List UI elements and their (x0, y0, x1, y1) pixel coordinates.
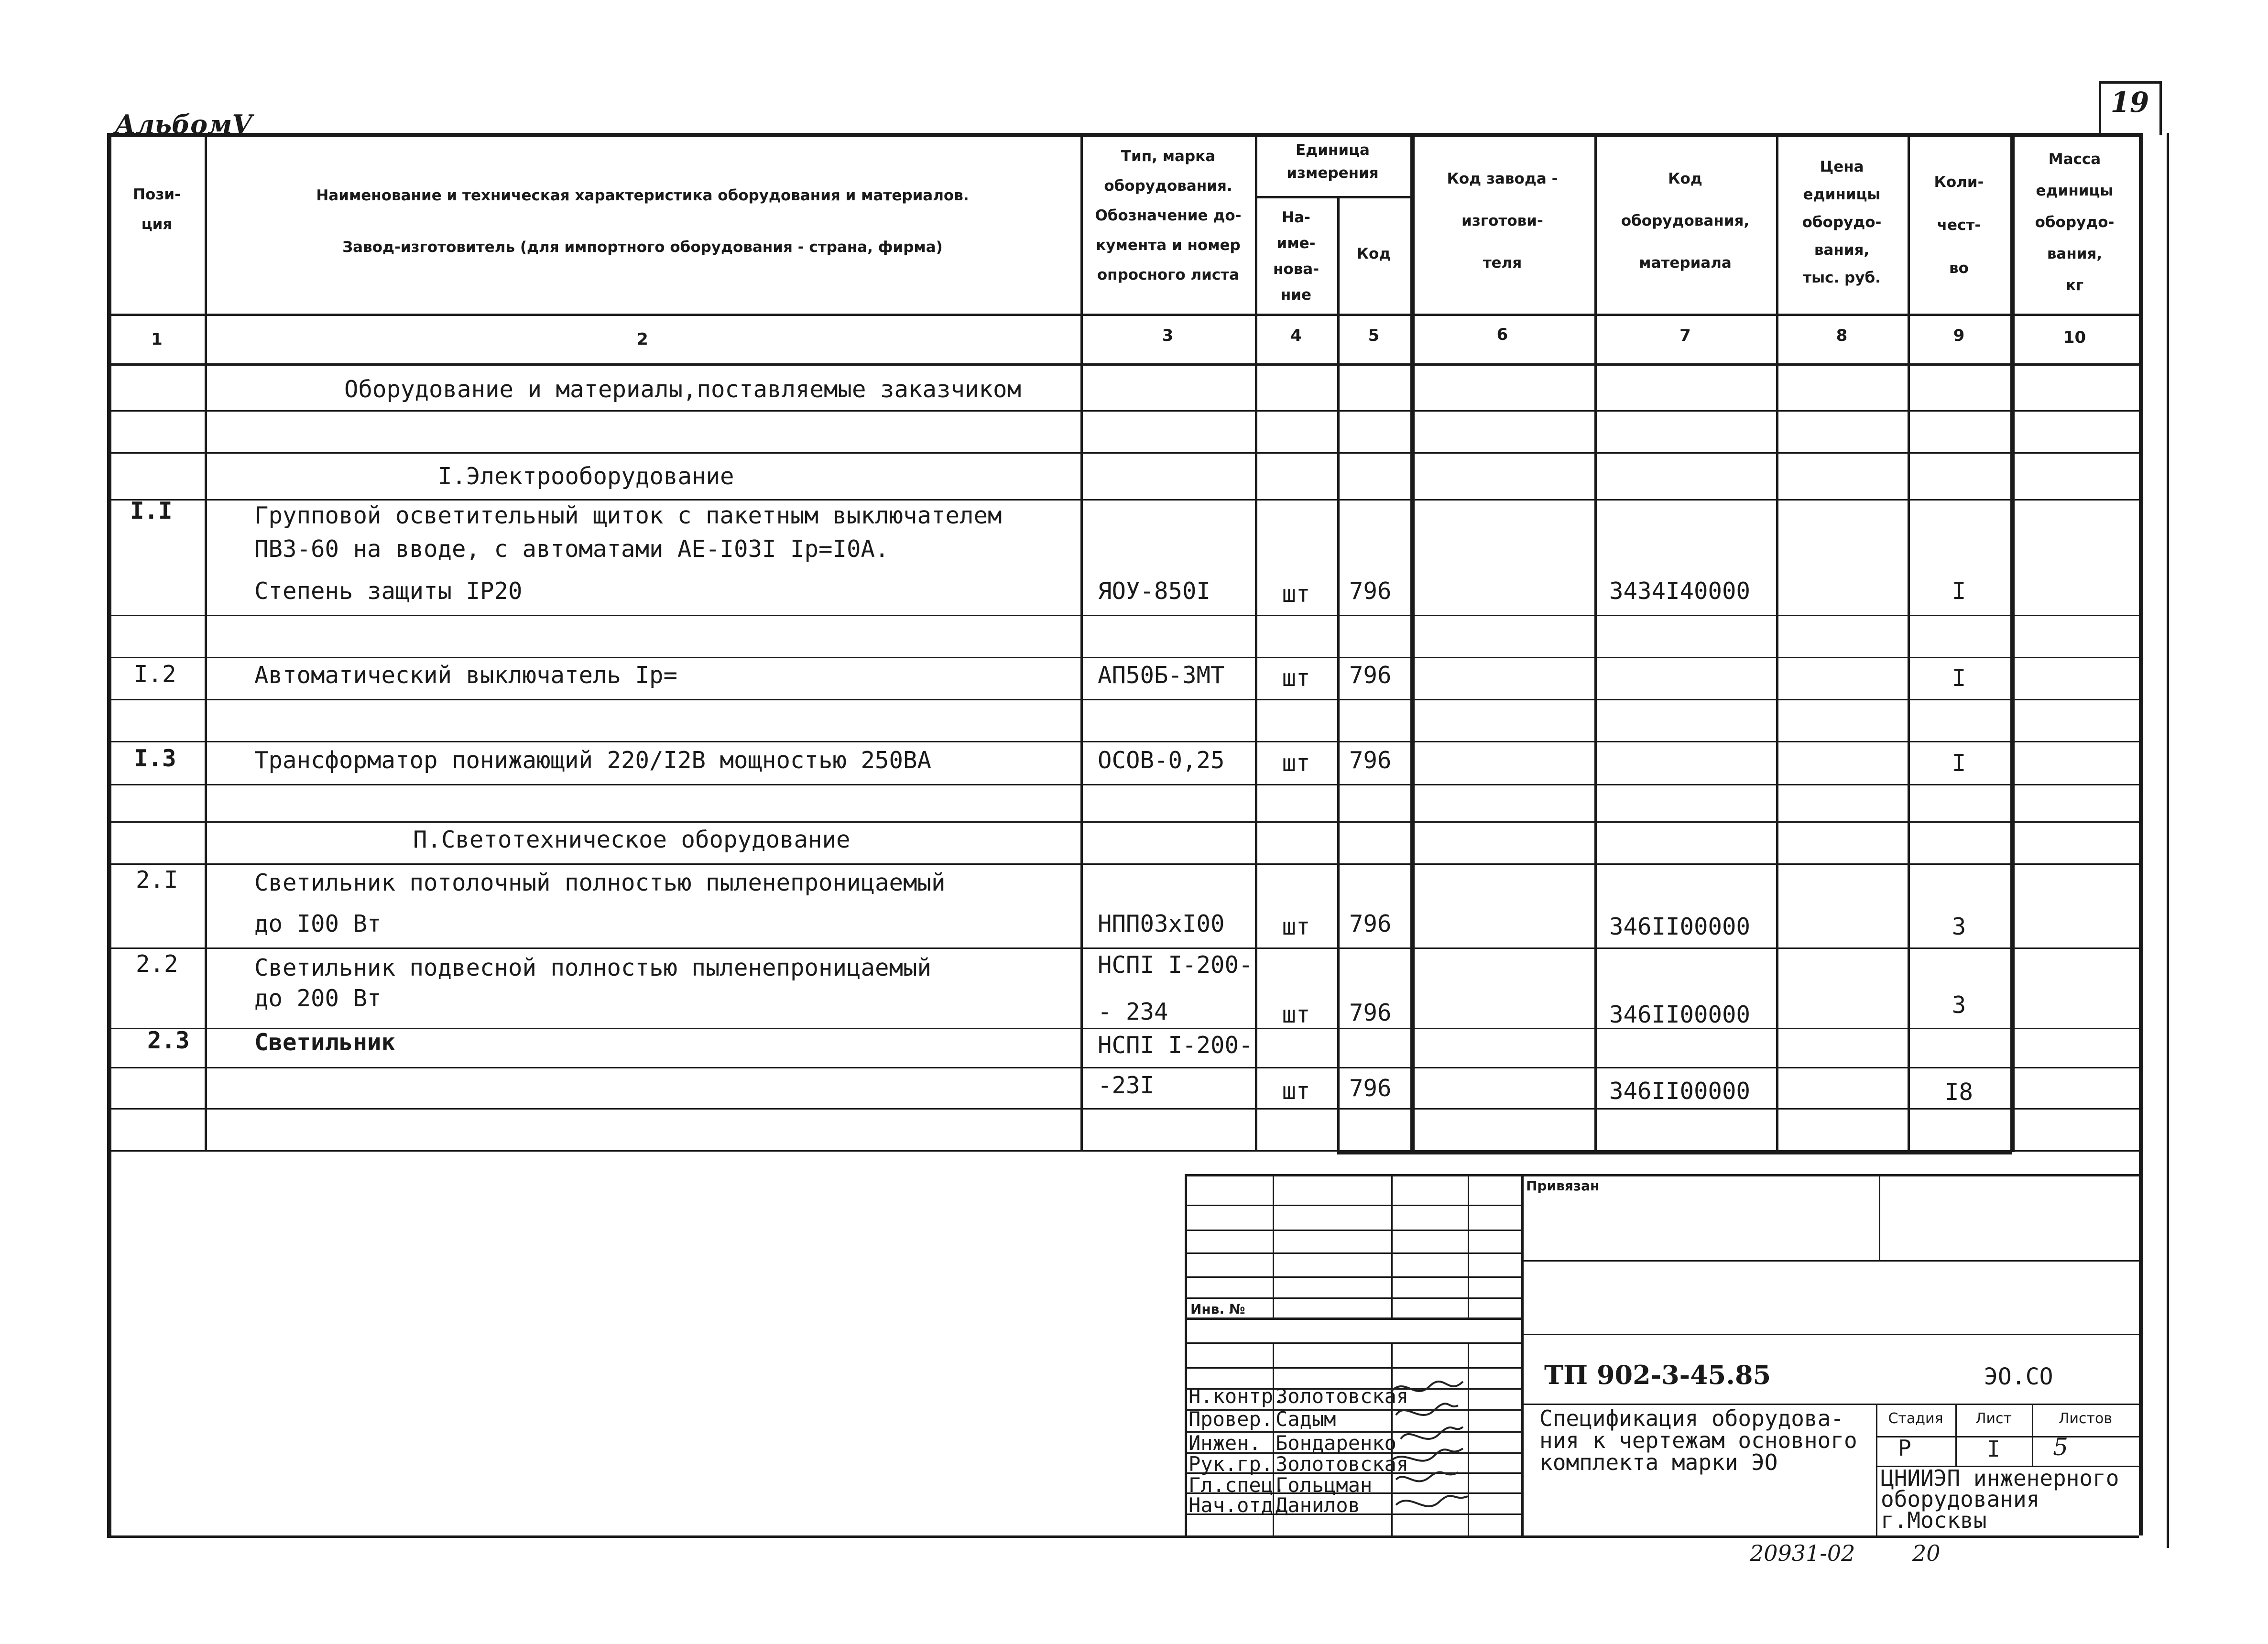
item-unit-code: 796 (1349, 1075, 1392, 1102)
item-name: до 200 Вт (254, 985, 382, 1012)
item-name: Автоматический выключатель Iр= (254, 662, 678, 689)
item-unit-code: 796 (1349, 577, 1392, 605)
item-quantity: 3 (1952, 991, 1966, 1019)
header-unit-code: Код (1356, 245, 1391, 262)
header-mass: Масса единицы оборудо- вания, кг (2035, 151, 2115, 294)
header-type: Тип, марка оборудования. Обозначение до- кумента и номер опросного листа (1095, 148, 1242, 283)
header-price: Цена единицы оборудо- вания, тыс. руб. (1802, 158, 1882, 286)
stamp-signer-name: Гольцман (1276, 1473, 1373, 1497)
col-number: 8 (1836, 326, 1848, 345)
col-number: 10 (2063, 328, 2086, 347)
item-unit-code: 796 (1349, 662, 1392, 689)
item-unit: шт (1282, 664, 1310, 692)
header-equipment-code: Код оборудования, материала (1621, 170, 1750, 272)
stamp-document-code: ТП 902-3-45.85 (1544, 1360, 1771, 1390)
stamp-sheets: 5 (2053, 1433, 2068, 1461)
stamp-sheet-label: Лист (1975, 1410, 2012, 1427)
col-number: 2 (637, 330, 648, 349)
col-number: 3 (1162, 326, 1174, 345)
col-number: 1 (151, 330, 163, 349)
signatures-graphic (1386, 1377, 1530, 1520)
item-quantity: I (1952, 750, 1966, 777)
item-type: АП50Б-3МТ (1098, 662, 1225, 689)
bottom-inventory-code: 20931-02 (1750, 1540, 1855, 1566)
stamp-sheet: I (1987, 1436, 2000, 1462)
item-name: Светильник потолочный полностью пыленепроницаемый (254, 869, 946, 896)
section-heading-electrical: I.Электрооборудование (438, 463, 734, 490)
item-type: ОСОВ-0,25 (1098, 747, 1225, 774)
section-heading-main: Оборудование и материалы,поставляемые заказчиком (344, 376, 1022, 403)
item-unit: шт (1282, 1078, 1310, 1105)
bottom-page-number: 20 (1912, 1540, 1941, 1566)
col-number: 5 (1368, 326, 1380, 345)
item-type: НПП03хI00 (1098, 910, 1225, 937)
stamp-sheets-label: Листов (2058, 1410, 2113, 1427)
header-factory-code: Код завода - изготови- теля (1447, 170, 1558, 272)
stamp-organization: ЦНИИЭП инженерного оборудования г.Москвы (1881, 1465, 2119, 1533)
stamp-stage: Р (1898, 1435, 1911, 1461)
item-position: 2.3 (147, 1027, 190, 1054)
item-quantity: I8 (1944, 1078, 1973, 1106)
item-position: I.3 (134, 745, 176, 772)
header-name-line1: Наименование и техническая характеристика оборудования и материалов. (316, 187, 969, 204)
sheet-corner-number: 19 (2110, 86, 2149, 119)
stamp-signer-role: Н.контр. (1189, 1384, 1286, 1408)
col-number: 4 (1290, 326, 1302, 345)
item-unit-code: 796 (1349, 910, 1392, 937)
col-number: 7 (1679, 326, 1691, 345)
item-equipment-code: 346II00000 (1609, 1001, 1751, 1028)
header-quantity: Коли- чест- во (1934, 174, 1984, 277)
stamp-signer-role: Инжен. (1189, 1431, 1261, 1455)
item-unit: шт (1282, 580, 1310, 608)
item-name: Светильник (254, 1029, 396, 1056)
item-name: до I00 Вт (254, 910, 382, 937)
album-label: АльбомV (115, 109, 252, 140)
item-type: -23I (1098, 1072, 1155, 1099)
stamp-privyazan: Привязан (1526, 1178, 1600, 1194)
item-unit: шт (1282, 913, 1310, 940)
stamp-signer-role: Гл.спец. (1189, 1473, 1286, 1497)
item-quantity: I (1952, 664, 1966, 692)
item-position: I.I (130, 497, 173, 524)
stamp-signer-name: Данилов (1276, 1493, 1361, 1517)
stamp-signer-name: Золотовская (1276, 1384, 1409, 1408)
stamp-inventory: Инв. № (1190, 1301, 1245, 1317)
stamp-signer-name: Золотовская (1276, 1452, 1409, 1476)
item-position: I.2 (134, 661, 176, 688)
item-unit-code: 796 (1349, 747, 1392, 774)
item-unit: шт (1282, 750, 1310, 777)
item-equipment-code: 3434I40000 (1609, 577, 1751, 605)
item-name: Светильник подвесной полностью пыленепроницаемый (254, 954, 932, 981)
item-name: Групповой осветительный щиток с пакетным выключателем (254, 502, 1002, 529)
item-name: Трансформатор понижающий 220/I2В мощностью 250ВА (254, 747, 932, 774)
header-name-line2: Завод-изготовитель (для импортного оборудования - страна, фирма) (342, 239, 943, 256)
item-unit: шт (1282, 1001, 1310, 1028)
item-quantity: I (1952, 577, 1966, 605)
item-type: ЯОУ-850I (1098, 577, 1211, 605)
item-name: Степень защиты IР20 (254, 577, 523, 605)
item-unit-code: 796 (1349, 999, 1392, 1026)
header-position: Пози- ция (133, 186, 181, 233)
stamp-title: Спецификация оборудова- ния к чертежам основного комплекта марки ЭО (1539, 1405, 1857, 1475)
stamp-stage-label: Стадия (1888, 1410, 1943, 1427)
stamp-signer-role: Рук.гр. (1189, 1452, 1274, 1476)
col-number: 9 (1953, 326, 1965, 345)
header-unit-name: На- име- нова- ние (1273, 209, 1319, 304)
item-equipment-code: 346II00000 (1609, 1078, 1751, 1105)
item-position: 2.2 (136, 950, 178, 978)
stamp-signer-name: Садым (1276, 1407, 1336, 1431)
stamp-signer-role: Нач.отд. (1189, 1493, 1286, 1517)
item-quantity: 3 (1952, 913, 1966, 940)
item-equipment-code: 346II00000 (1609, 913, 1751, 940)
item-type: НСПI I-200- (1098, 1032, 1253, 1059)
stamp-signer-name: Бондаренко (1276, 1431, 1396, 1455)
section-heading-lighting: П.Светотехническое оборудование (413, 826, 850, 853)
stamp-mark: ЭО.СО (1984, 1363, 2053, 1390)
header-unit-group: Единица измерения (1287, 142, 1379, 182)
item-name: ПВЗ-60 на вводе, с автоматами АЕ-I03I Iр=I0А. (254, 535, 889, 563)
item-type: НСПI I-200- (1098, 951, 1253, 979)
stamp-signer-role: Провер. (1189, 1407, 1274, 1431)
col-number: 6 (1496, 325, 1508, 344)
item-type: - 234 (1098, 998, 1168, 1025)
item-position: 2.I (136, 866, 178, 893)
